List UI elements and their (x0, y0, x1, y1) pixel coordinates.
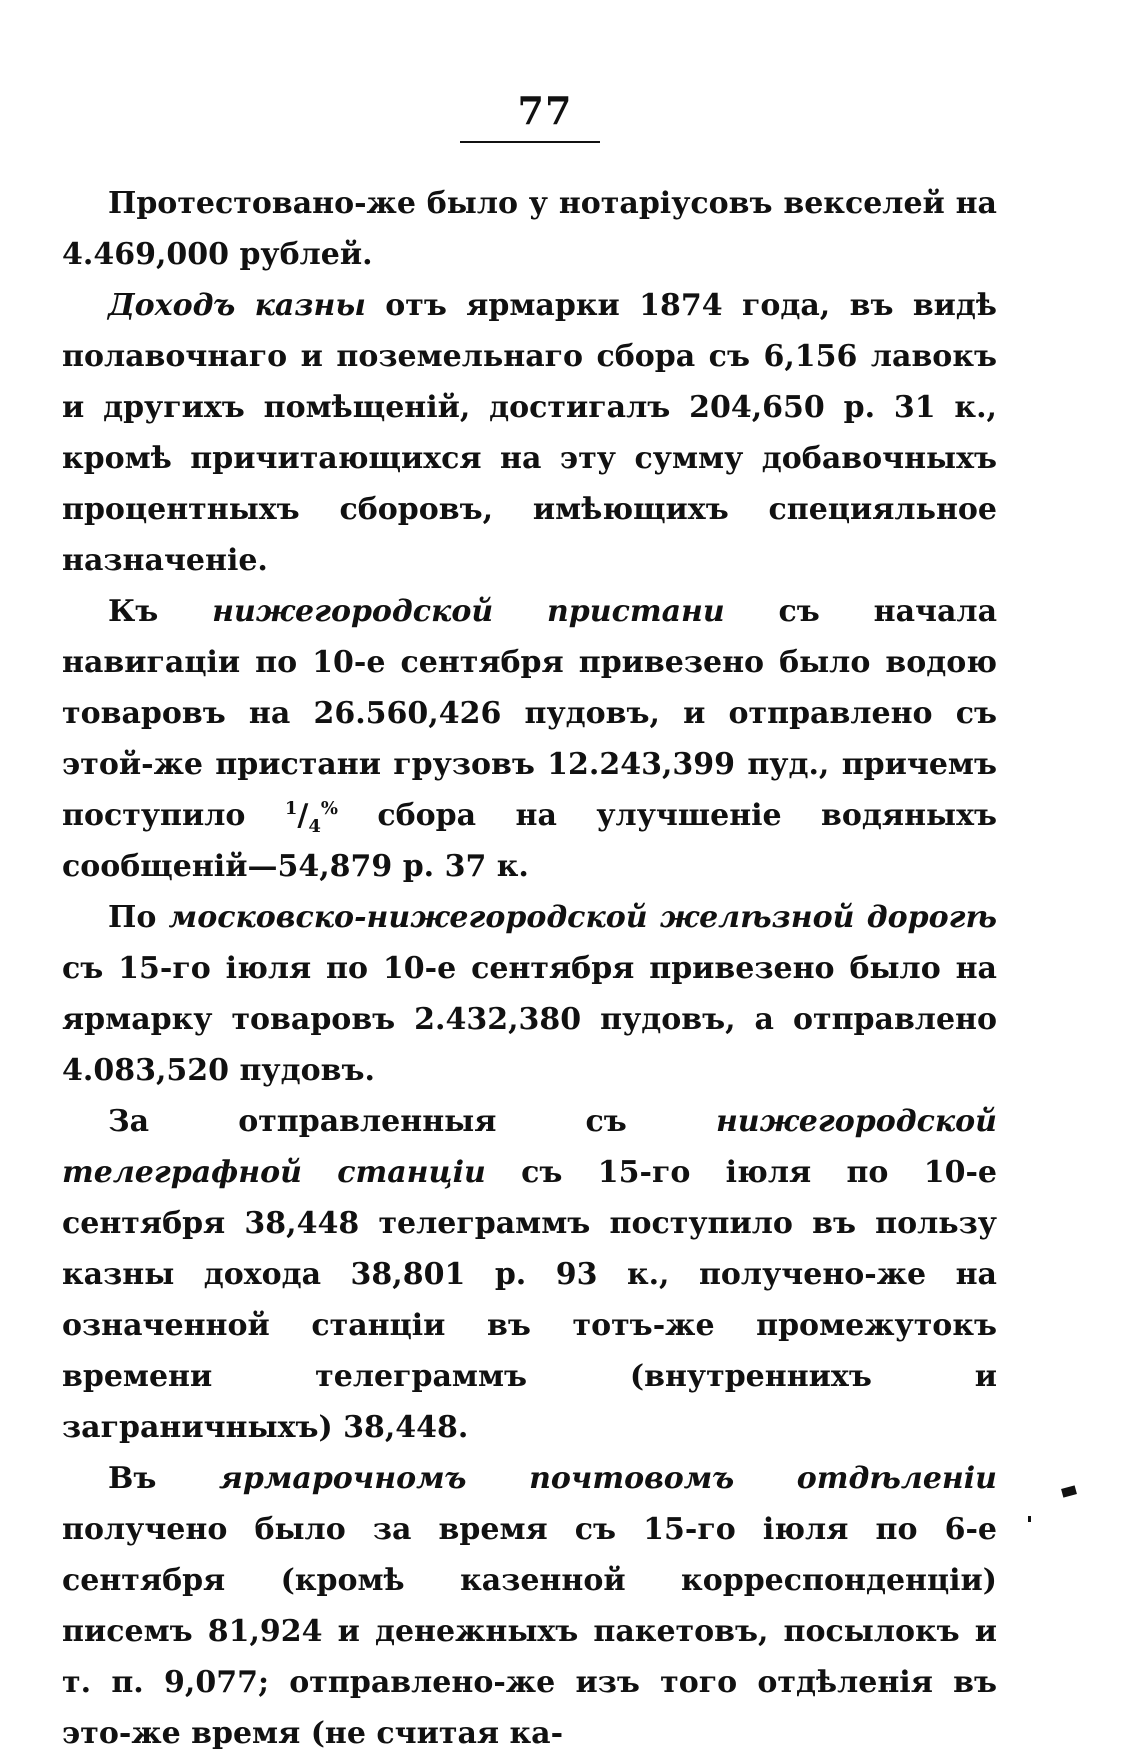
text-run: съ 15-го іюля по 10-е сентября привезено было на ярмарку товаровъ 2.432,380 пудовъ, а отправлено 4.083,520 пудовъ. (62, 951, 997, 1088)
header-rule (460, 141, 600, 143)
text-run: За отправленныя съ (108, 1104, 716, 1139)
paragraph (62, 280, 997, 586)
subscript: 4 (308, 816, 321, 837)
superscript: % (320, 798, 338, 819)
text-run: получено было за время съ 15-го іюля по 6-е сентября (кромѣ казенной корреспонденціи) писемъ 81,924 и денежныхъ пакетовъ, посылокъ и т. п. 9,077; отправлено-же изъ того отдѣленія въ это-же время (не считая ка- (62, 1512, 997, 1751)
italic-term: нижегородской пристани (212, 594, 725, 629)
text-run: Къ (108, 594, 213, 629)
ink-speck (1061, 1485, 1077, 1497)
page-number: 77 (517, 88, 573, 133)
text-run: Въ (108, 1461, 219, 1496)
text-run: съ начала навигаціи по 10-е сентября привезено было водою товаровъ на 26.560,426 пудовъ, и отправлено съ этой-же пристани грузовъ 12.243,399 пуд., причемъ поступило (62, 594, 998, 833)
italic-term: московско-нижегородской желѣзной дорогѣ (168, 900, 997, 935)
paragraph (62, 586, 997, 892)
text-run: По (108, 900, 169, 935)
text-run: Протестовано-же было у нотаріусовъ векселей на 4.469,000 рублей. (62, 186, 997, 272)
paragraph (62, 178, 997, 280)
italic-term: Доходъ казны (108, 288, 366, 323)
italic-term: нижегородской телеграфной станціи (62, 1104, 997, 1190)
ink-speck (1028, 1516, 1031, 1522)
text-run: отъ ярмарки 1874 года, въ видѣ полавочнаго и поземельнаго сбора съ 6,156 лавокъ и другихъ помѣщеній, достигалъ 204,650 р. 31 к., кромѣ причитающихся на эту сумму добавочныхъ процентныхъ сборовъ, имѣющихъ специяльное назначеніе. (62, 288, 998, 578)
paragraph (62, 892, 997, 1096)
superscript: 1 (284, 798, 298, 819)
paragraph (62, 1453, 997, 1759)
text-run: съ 15-го іюля по 10-е сентября 38,448 телеграммъ поступило въ пользу казны дохода 38,801 р. 93 к., получено-же на означенной станціи въ тотъ-же промежутокъ времени телеграммъ (внутреннихъ и заграничныхъ) 38,448. (62, 1155, 998, 1445)
body-text (62, 178, 997, 1759)
text-run: / (297, 798, 309, 833)
text-run: сбора на улучшеніе водяныхъ сообщеній—54,879 р. 37 к. (62, 798, 997, 884)
italic-term: ярмарочномъ почтовомъ отдѣленіи (219, 1461, 997, 1496)
paragraph (62, 1096, 997, 1453)
